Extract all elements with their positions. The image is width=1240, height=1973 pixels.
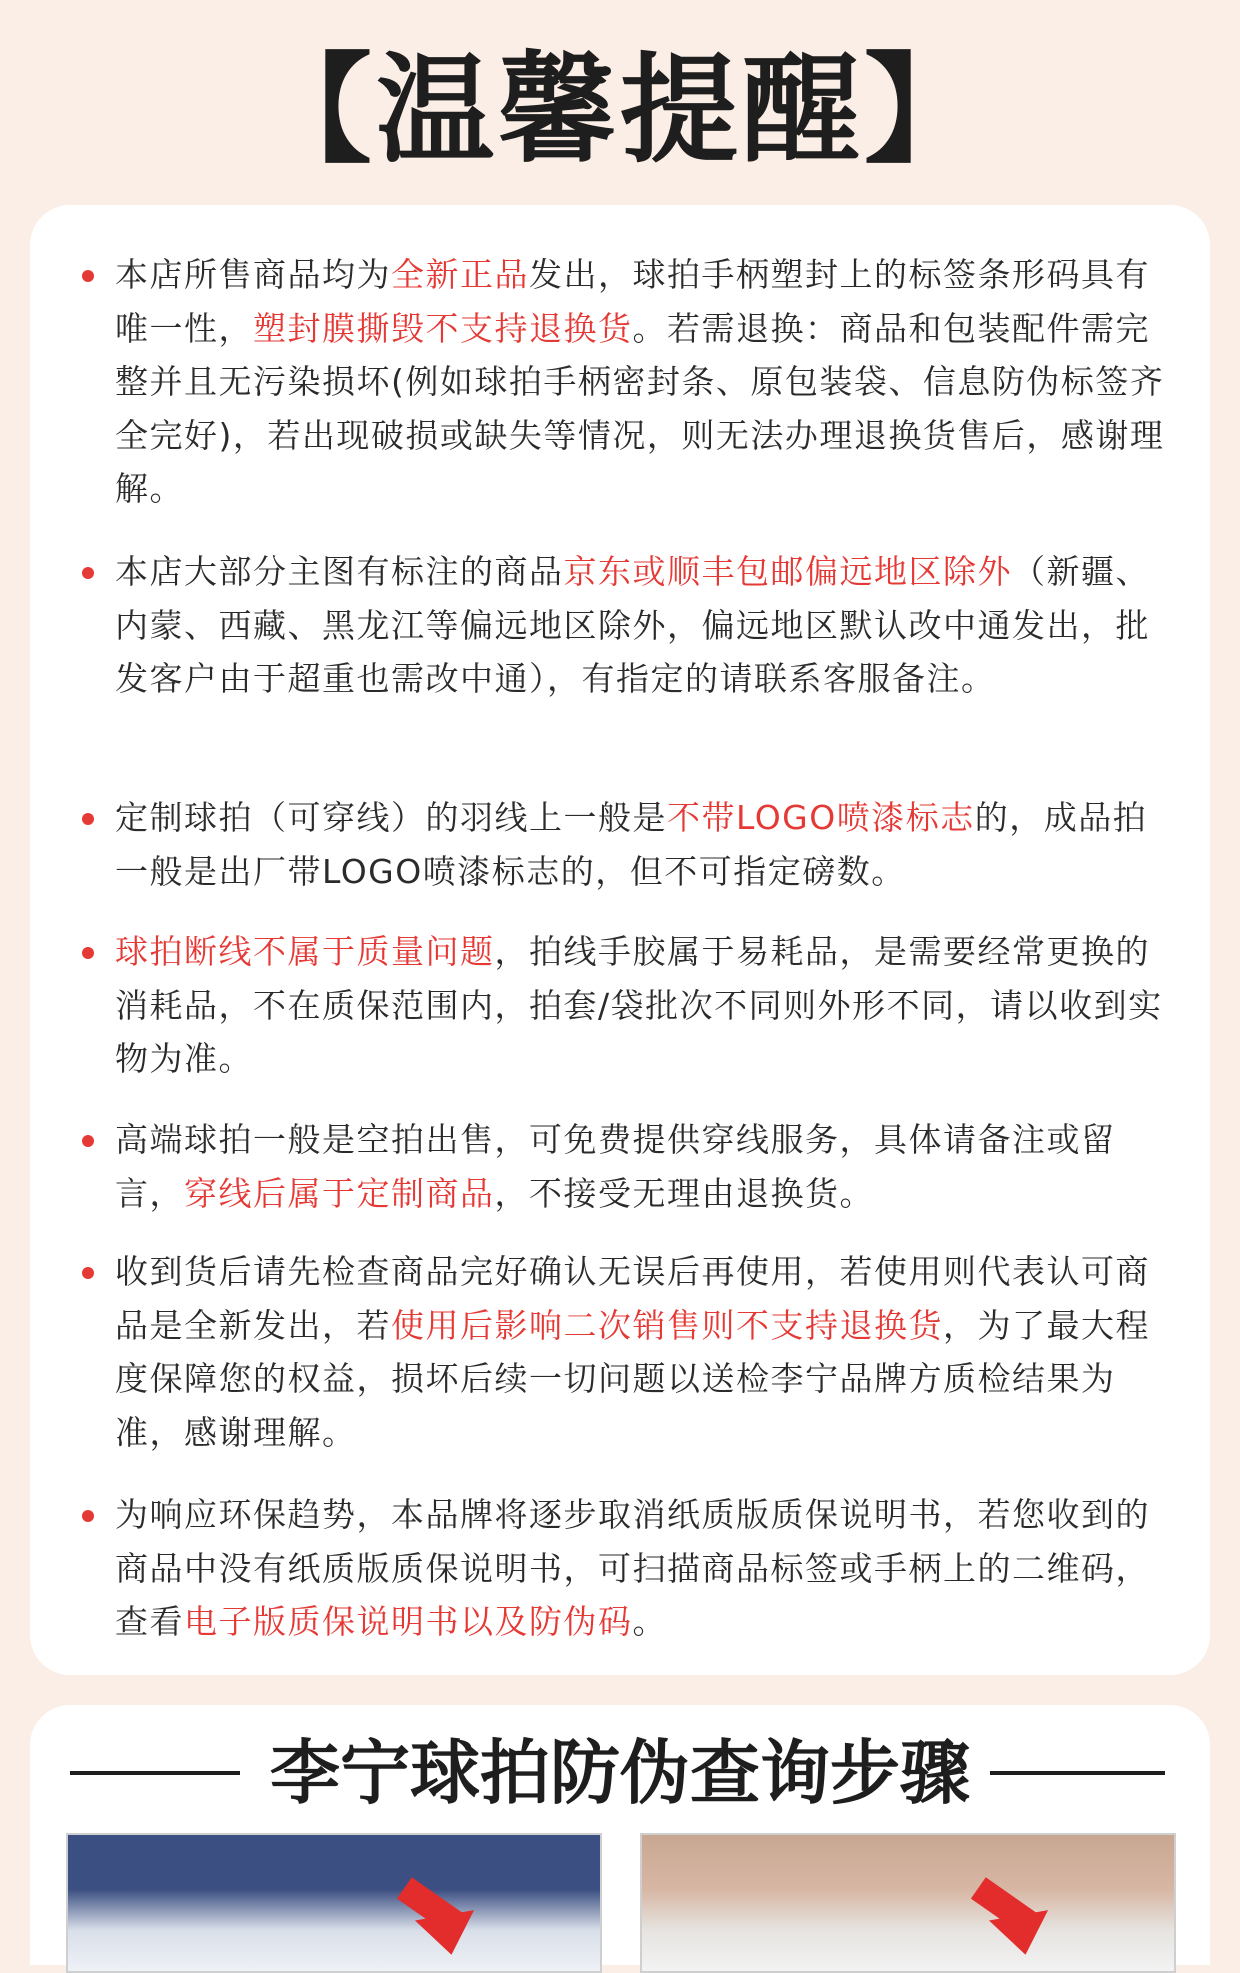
bullet-icon bbox=[82, 813, 94, 825]
notice-highlight: 电子版质保说明书以及防伪码 bbox=[184, 1602, 633, 1641]
notice-text-part: 。若需退换：商品和包装配件需完整并且无污染损坏(例如球拍手柄密封条、原包装袋、信息防伪标签齐全完好)，若出现破损或缺失等情况，则无法办理退换货售后，感谢理解。 bbox=[115, 308, 1165, 508]
bullet-icon bbox=[82, 947, 94, 959]
notice-highlight: 全新正品 bbox=[391, 255, 529, 294]
notice-highlight: 球拍断线不属于质量问题 bbox=[115, 932, 495, 971]
notice-text-part: 本店所售商品均为 bbox=[115, 255, 391, 294]
notice-highlight: 使用后影响二次销售则不支持退换货 bbox=[391, 1305, 943, 1345]
notice-text bbox=[115, 545, 1175, 706]
notice-text-part: 定制球拍（可穿线）的羽线上一般是 bbox=[115, 798, 667, 837]
bullet-icon bbox=[82, 270, 94, 282]
title-rule-right bbox=[990, 1771, 1165, 1775]
notice-text-part: 本店大部分主图有标注的商品 bbox=[115, 552, 564, 591]
page-title: 【温馨提醒】 bbox=[253, 41, 986, 179]
bullet-icon bbox=[82, 1267, 94, 1279]
notice-text-part: ，为了最大程度保障您的权益，损坏后续一切问题以送检李宁品牌方质检结果为准，感谢理解。 bbox=[115, 1305, 1150, 1452]
bullet-icon bbox=[82, 567, 94, 579]
notice-text-part: （新疆、内蒙、西藏、黑龙江等偏远地区除外，偏远地区默认改中通发出，批发客户由于超重也需改中通），有指定的请联系客服备注。 bbox=[115, 552, 1150, 698]
notice-highlight: 不带LOGO喷漆标志 bbox=[667, 798, 975, 837]
notice-text-part: ，不接受无理由退换货。 bbox=[494, 1173, 874, 1213]
notice-text-part: 的，成品拍一般是出厂带LOGO喷漆标志的，但不可指定磅数。 bbox=[115, 798, 1148, 891]
notice-text-part: 收到货后请先检查商品完好确认无误后再使用，若使用则代表认可商品是全新发出，若 bbox=[115, 1252, 1150, 1345]
section-title: 李宁球拍防伪查询步骤 bbox=[270, 1732, 970, 1814]
notice-text-part: 为响应环保趋势，本品牌将逐步取消纸质版质保说明书，若您收到的商品中没有纸质版质保说明书，可扫描商品标签或手柄上的二维码，查看 bbox=[115, 1495, 1150, 1641]
bullet-icon bbox=[82, 1135, 94, 1147]
notice-text-part: 高端球拍一般是空拍出售，可免费提供穿线服务，具体请备注或留言， bbox=[115, 1120, 1116, 1213]
step-photo-left bbox=[66, 1833, 602, 1973]
notice-text-part: ，拍线手胶属于易耗品，是需要经常更换的消耗品，不在质保范围内，拍套/袋批次不同则外形不同，请以收到实物为准。 bbox=[115, 932, 1163, 1078]
notice-highlight: 塑封膜撕毁不支持退换货 bbox=[253, 308, 633, 348]
anti-counterfeit-section bbox=[30, 1705, 1210, 1965]
bullet-icon bbox=[82, 1510, 94, 1522]
notice-text bbox=[115, 1245, 1175, 1459]
step-photo-right bbox=[640, 1833, 1176, 1973]
notice-text-part: 发出，球拍手柄塑封上的标签条形码具有唯一性， bbox=[115, 255, 1150, 348]
notice-text-part: 。 bbox=[632, 1602, 667, 1641]
notice-highlight: 穿线后属于定制商品 bbox=[184, 1173, 495, 1213]
notice-card bbox=[30, 205, 1210, 1675]
notice-highlight: 京东或顺丰包邮偏远地区除外 bbox=[563, 552, 1012, 591]
notice-text bbox=[115, 925, 1175, 1086]
notice-text bbox=[115, 1113, 1175, 1220]
notice-text bbox=[115, 791, 1175, 898]
notice-text bbox=[115, 1488, 1175, 1649]
notice-text bbox=[115, 248, 1175, 516]
